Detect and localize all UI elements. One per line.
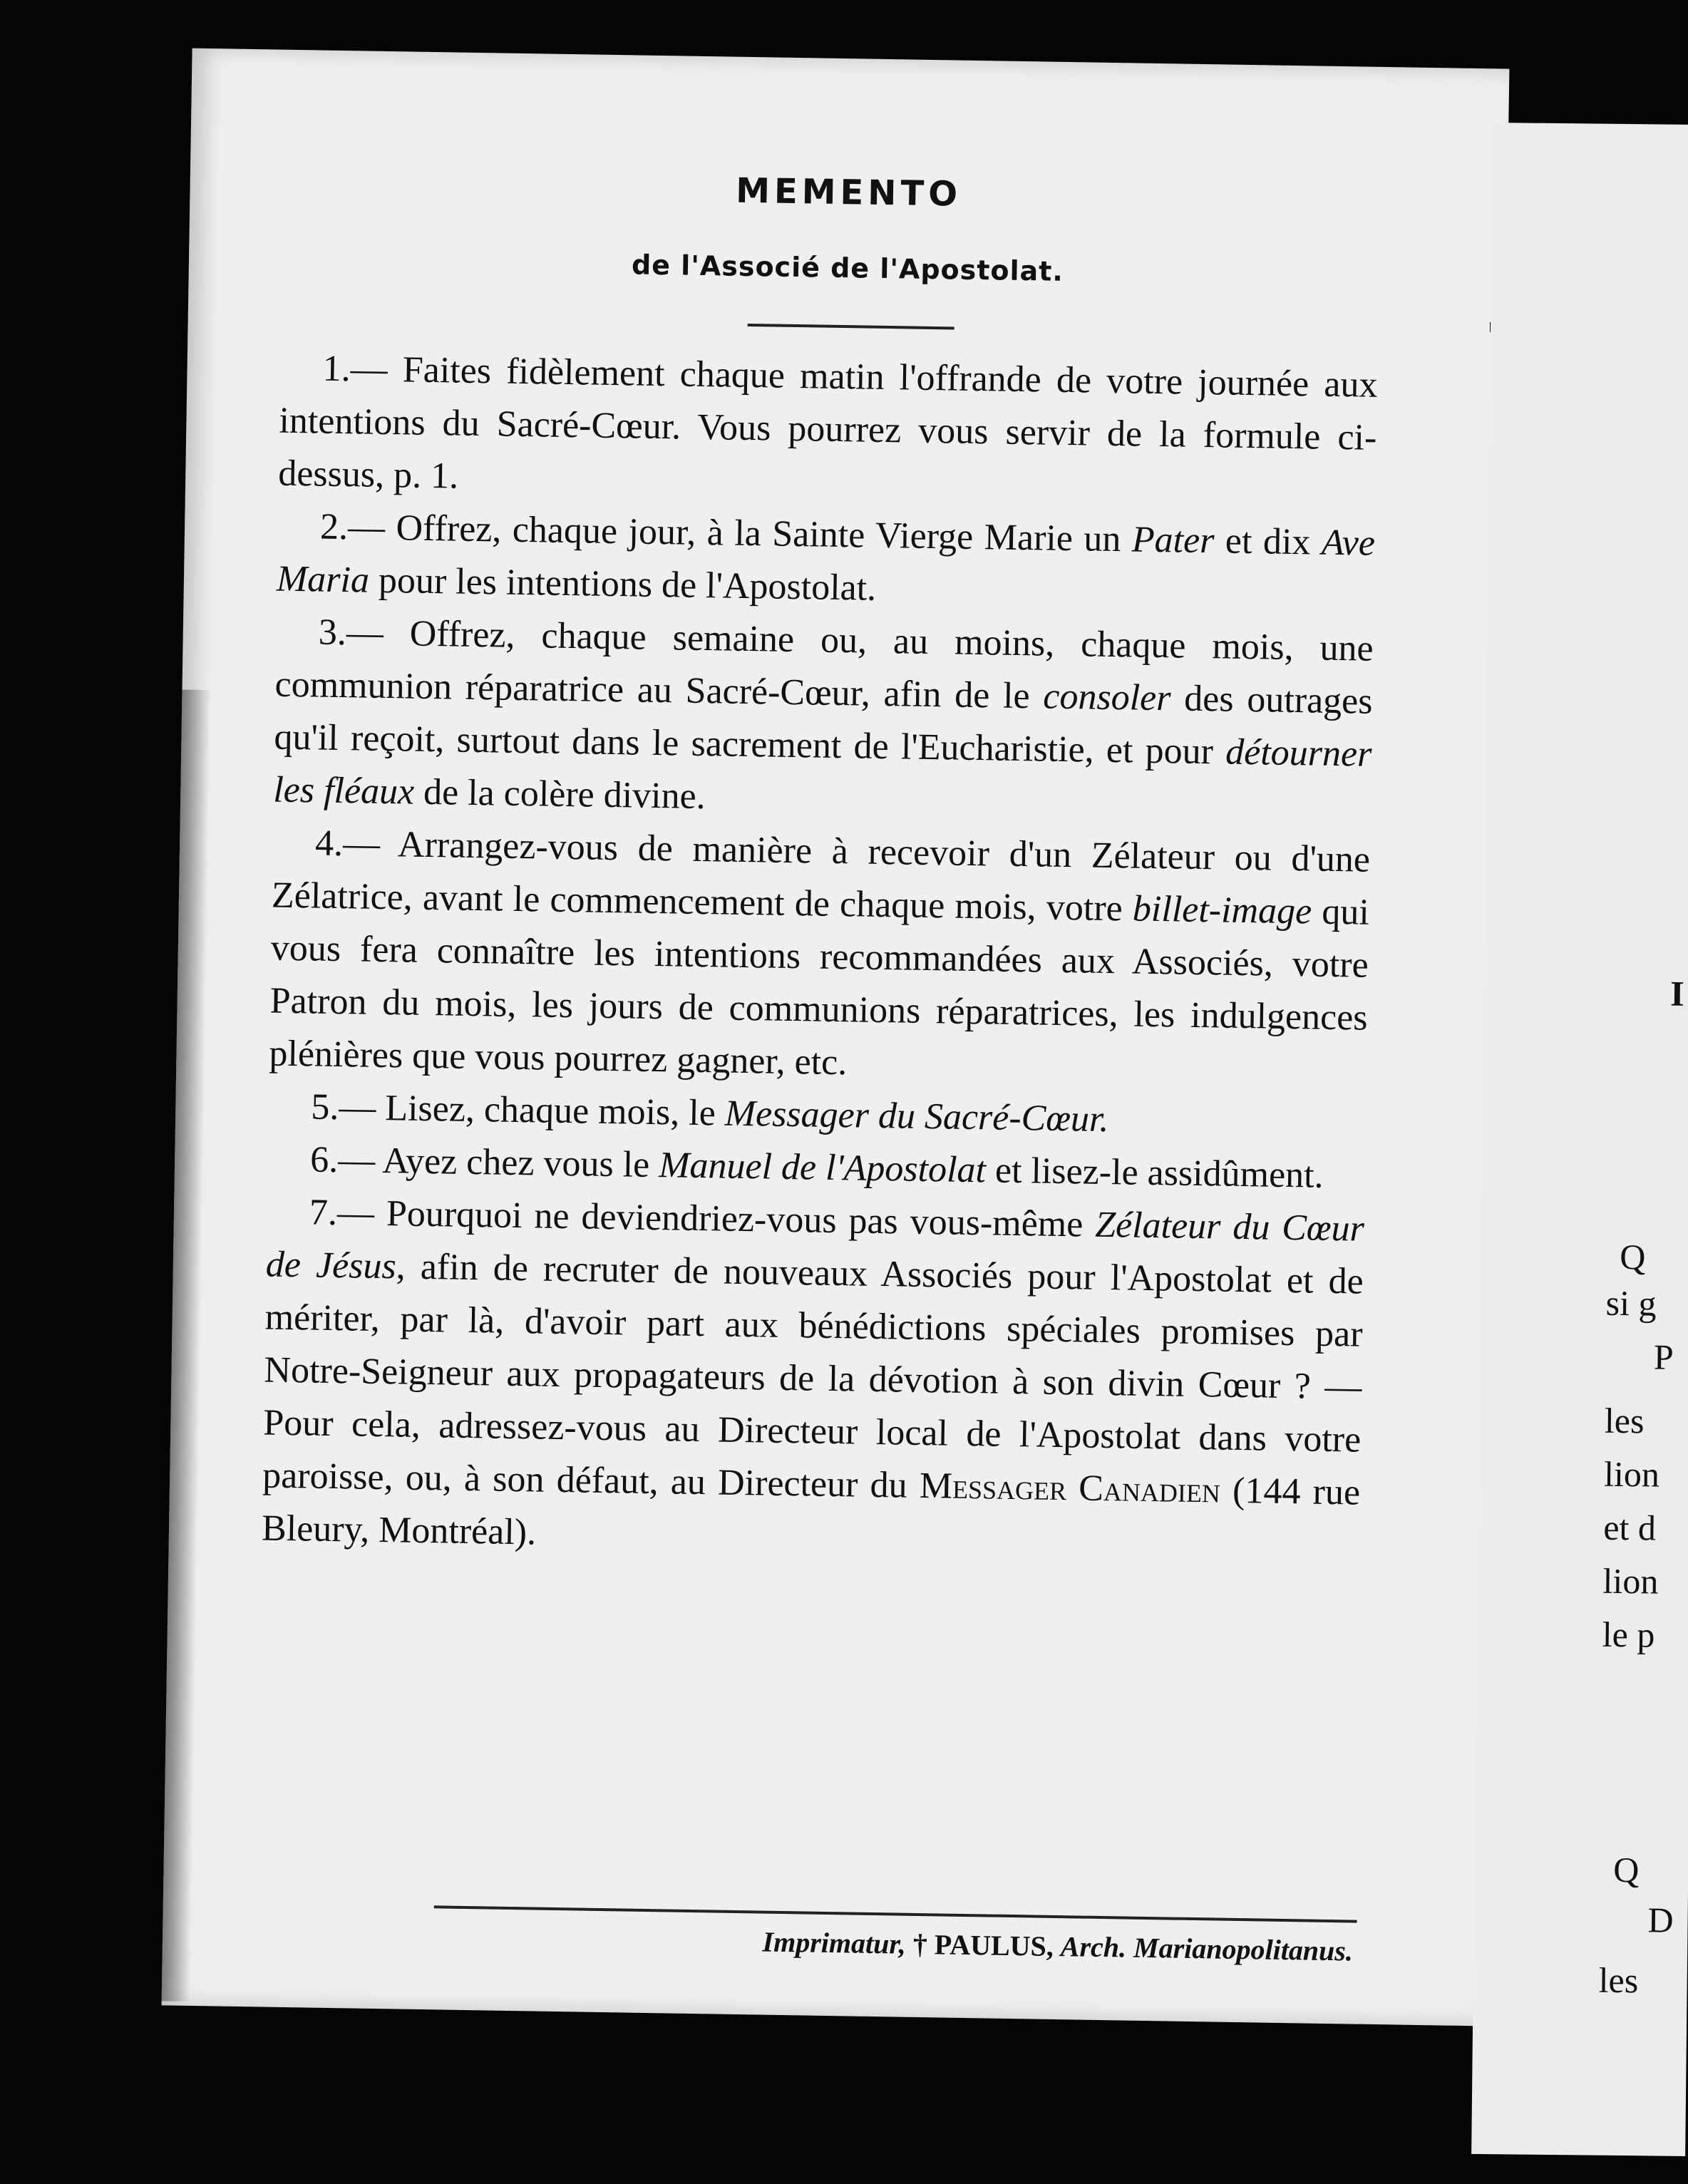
- item-number: 7.—: [309, 1192, 375, 1234]
- adjacent-page: [1471, 123, 1688, 2156]
- item-italic-text: Ave Maria: [276, 522, 1376, 601]
- footer-divider: [434, 1905, 1357, 1922]
- adjacent-page-line: D: [1647, 1900, 1674, 1940]
- item-text: Offrez, chaque semaine ou, au moins, chaque mois, une communion réparatrice au Sacré-Cœur, afin de le: [274, 612, 1374, 717]
- memento-list: [261, 342, 1378, 1572]
- memento-item: [276, 500, 1375, 623]
- item-text: Arrangez-vous de manière à recevoir d'un Zélateur ou d'une Zélatrice, avant le commencement de chaque mois, votre: [271, 823, 1371, 929]
- page-subtitle: de l'Associé de l'Apostolat.: [631, 249, 1064, 287]
- item-text: Lisez, chaque mois, le: [375, 1087, 726, 1134]
- item-italic-text: Manuel de l'Apostolat: [658, 1145, 987, 1191]
- adjacent-page-line: lion: [1602, 1560, 1659, 1602]
- item-text: pour les intentions de l'Apostolat.: [369, 560, 877, 609]
- item-text: des outrages qu'il reçoit, surtout dans le sacrement de l'Eucharistie, et pour: [274, 678, 1373, 773]
- item-italic-text: Pater: [1131, 519, 1215, 562]
- adjacent-page-line: Q: [1620, 1236, 1646, 1277]
- item-number: 6.—: [309, 1139, 376, 1181]
- item-italic-text: Zélateur du Cœur de Jésus: [265, 1204, 1365, 1287]
- title-divider: [748, 324, 954, 330]
- item-text: de la colère divine.: [413, 771, 706, 818]
- memento-item: [278, 342, 1378, 517]
- item-text: (144 rue Bleury, Montréal).: [261, 1470, 1361, 1553]
- page-title: MEMENTO: [735, 170, 962, 215]
- adjacent-page-line: si g: [1605, 1282, 1657, 1324]
- imprimatur-name: † PAULUS,: [912, 1927, 1054, 1962]
- adjacent-page-line: lion: [1603, 1453, 1660, 1495]
- item-text: Faites fidèlement chaque matin l'offrande de votre journée aux intentions du Sacré-Cœur. Vous pourrez vous servir de la formule ci-dessus, p. 1.: [277, 349, 1378, 497]
- adjacent-page-line: et d: [1603, 1507, 1657, 1548]
- item-number: 3.—: [318, 612, 384, 654]
- imprimatur-label: Imprimatur,: [762, 1925, 907, 1960]
- adjacent-page-line: I: [1669, 973, 1684, 1014]
- item-number: 5.—: [310, 1086, 376, 1128]
- item-text: qui vous fera connaître les intentions recommandées aux Associés, votre Patron du mois, les jours de communions réparatrices, les indulgences plénières que vous pourrez gagner, etc.: [269, 891, 1370, 1083]
- item-text: Messager Canadien: [919, 1465, 1221, 1511]
- item-text: Ayez chez vous le: [374, 1140, 659, 1186]
- adjacent-page-line: le p: [1602, 1614, 1655, 1655]
- item-text: Pourquoi ne deviendriez-vous pas vous-même: [374, 1193, 1096, 1245]
- item-number: 1.—: [322, 348, 388, 391]
- item-text: et dix: [1213, 520, 1322, 563]
- memento-item: [273, 606, 1374, 834]
- item-text: et lisez-le assidûment.: [985, 1150, 1324, 1196]
- adjacent-page-line: P: [1653, 1336, 1674, 1377]
- item-text: , afin de recruter de nouveaux Associés pour l'Apostolat et de mériter, par là, d'avoir part aux bénédictions spéciales promises par Notre-Seigneur aux propagateurs de la dévotion à son divin Cœur ? — Pour cela, adressez-vous au Directeur local de l'Apostolat dans votre paroisse, ou, à son défaut, au Directeur du: [262, 1246, 1364, 1506]
- item-number: 2.—: [319, 506, 386, 548]
- memento-page: [162, 48, 1510, 2026]
- item-italic-text: billet-image: [1132, 888, 1312, 932]
- imprimatur-title: Arch. Marianopolitanus.: [1060, 1930, 1354, 1967]
- adjacent-page-line: Q: [1613, 1849, 1640, 1890]
- item-number: 4.—: [314, 823, 381, 865]
- item-italic-text: détourner les fléaux: [272, 731, 1372, 813]
- item-italic-text: Messager du Sacré-Cœur.: [724, 1093, 1109, 1140]
- memento-item: [269, 817, 1371, 1098]
- memento-item: [261, 1186, 1364, 1572]
- imprimatur-line: [498, 1921, 1354, 1968]
- item-italic-text: consoler: [1042, 676, 1171, 719]
- adjacent-page-line: les: [1598, 1959, 1639, 2001]
- adjacent-page-line: les: [1604, 1400, 1645, 1441]
- item-text: Offrez, chaque jour, à la Sainte Vierge Marie un: [384, 507, 1133, 560]
